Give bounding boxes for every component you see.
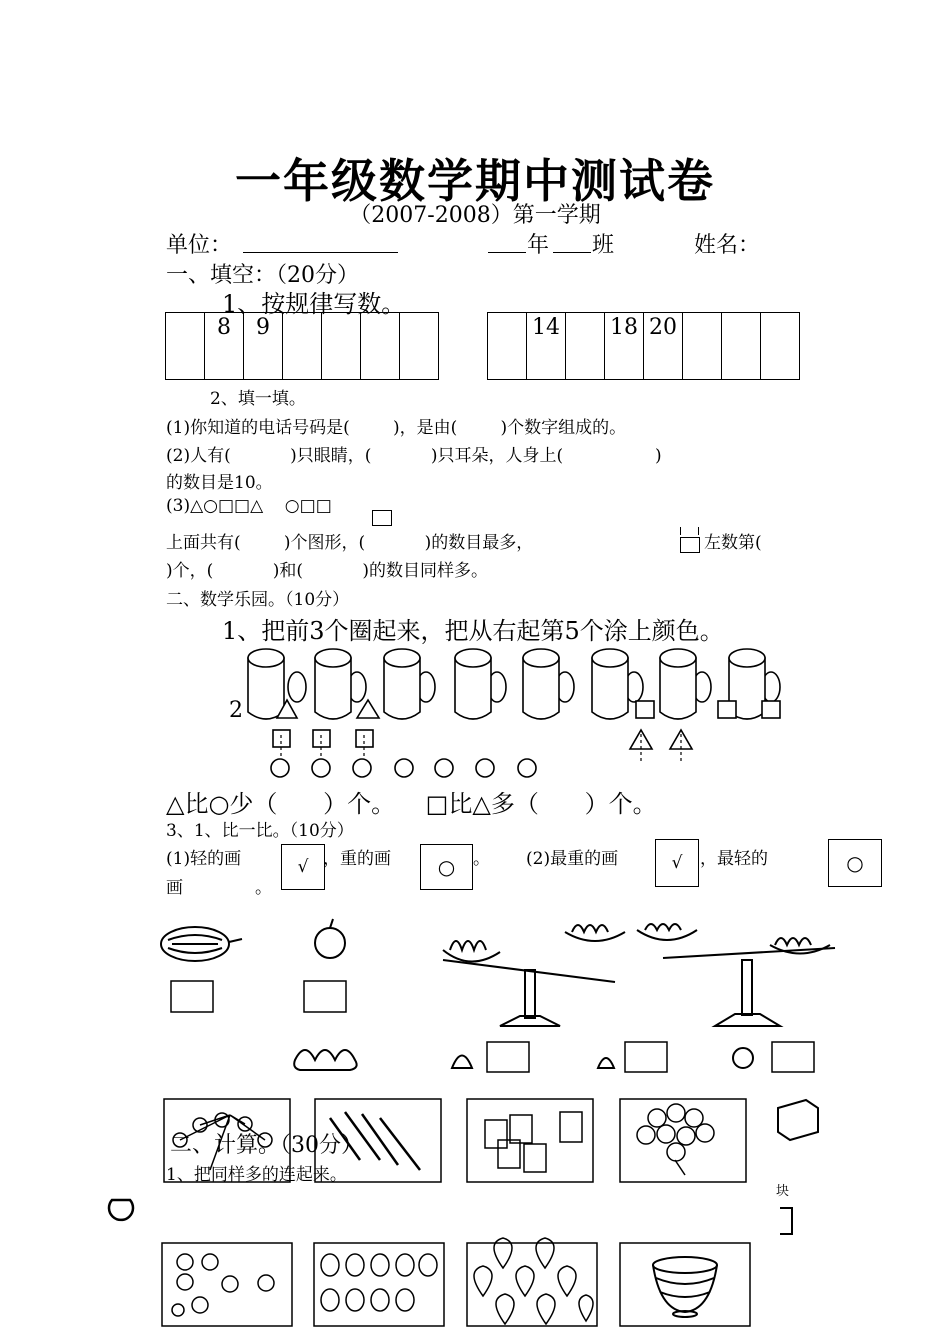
apple-icon bbox=[315, 919, 345, 958]
book-icon bbox=[485, 1112, 582, 1172]
section2-q1: 1、把前3个圈起来，把从右起第5个涂上颜色。 bbox=[222, 617, 724, 645]
seq-b-cell: 14 bbox=[527, 313, 566, 380]
balance-scale-icon bbox=[637, 924, 835, 1026]
section3-heading: 3、1、比一比。（10分） bbox=[166, 821, 354, 841]
answer-box bbox=[487, 1042, 529, 1072]
q2-line1: (1)你知道的电话号码是( )，是由( )个数字组成的。 bbox=[166, 418, 627, 438]
balance-scale-icon bbox=[443, 925, 625, 1026]
melon-icon bbox=[161, 927, 242, 961]
apple-icon bbox=[109, 1200, 133, 1220]
peach-icon bbox=[474, 1238, 593, 1324]
seq-b-cell: 18 bbox=[605, 313, 644, 380]
compare-end: 。 bbox=[473, 849, 490, 869]
q2-label: 2、填一填。 bbox=[210, 389, 306, 409]
answer-box bbox=[304, 981, 346, 1012]
circle-mark: ○ bbox=[846, 851, 864, 875]
flower-icon bbox=[172, 1254, 274, 1316]
q2-line4: (3)△○□□△ ○□□ bbox=[166, 496, 332, 516]
balloon-icon bbox=[637, 1104, 714, 1175]
pear-icon bbox=[598, 1058, 614, 1068]
compare-light: (1)轻的画 bbox=[166, 849, 242, 869]
compare-draw: 画 bbox=[166, 878, 183, 898]
q2-line5: 上面共有( )个图形，( )的数目最多， bbox=[166, 533, 534, 553]
grade-label: 年 bbox=[527, 233, 550, 258]
compare-lightest: ，最轻的 bbox=[700, 849, 768, 869]
compare-heaviest: (2)最重的画 bbox=[526, 849, 619, 869]
q1-label: 1、按规律写数。 bbox=[222, 290, 406, 318]
compare-draw-end: 。 bbox=[255, 878, 272, 898]
grapes-icon bbox=[452, 1056, 472, 1069]
block-label: 块 bbox=[776, 1184, 790, 1199]
seq-a-cell: 8 bbox=[205, 313, 244, 380]
seq-a-cell: 9 bbox=[244, 313, 283, 380]
seq-b-cell: 20 bbox=[644, 313, 683, 380]
page-title: 一年级数学期中测试卷 bbox=[235, 154, 715, 208]
class-label: 班 bbox=[592, 233, 615, 258]
cup-prefix: 2 bbox=[229, 698, 243, 723]
circle-mark: ○ bbox=[437, 855, 456, 879]
bracket-icon bbox=[780, 1208, 792, 1234]
answer-box bbox=[772, 1042, 814, 1072]
bowl-icon bbox=[653, 1257, 717, 1317]
page-subtitle: （2007-2008）第一学期 bbox=[349, 203, 601, 228]
unit-label: 单位： bbox=[166, 233, 233, 258]
q2-line2: (2)人有( )只眼睛，( )只耳朵，人身上( ) bbox=[166, 446, 662, 466]
compare-heavy: ，重的画 bbox=[323, 849, 391, 869]
strawberry-icon bbox=[321, 1254, 437, 1311]
check-mark: √ bbox=[297, 857, 309, 877]
check-mark: √ bbox=[671, 853, 683, 873]
section1-heading: 一、填空：（20分） bbox=[166, 263, 359, 288]
q2-line5b: 左数第( bbox=[704, 533, 762, 553]
compare-line: △比○少（ ）个。 □比△多（ ）个。 bbox=[166, 790, 657, 818]
block-icon bbox=[778, 1100, 818, 1140]
answer-box bbox=[625, 1042, 667, 1072]
name-label: 姓名： bbox=[694, 233, 761, 258]
section2-heading: 二、数学乐园。（10分） bbox=[166, 590, 350, 610]
section4-heading: 二、计算。（30分） bbox=[170, 1133, 363, 1158]
q2-line6: )个，( )和( )的数目同样多。 bbox=[166, 561, 489, 581]
apple-icon bbox=[733, 1048, 753, 1068]
answer-box bbox=[171, 981, 213, 1012]
pears-icon bbox=[294, 1050, 356, 1070]
section4-q1: 1、把同样多的连起来。 bbox=[166, 1165, 347, 1185]
q2-line3: 的数目是10。 bbox=[166, 473, 273, 493]
